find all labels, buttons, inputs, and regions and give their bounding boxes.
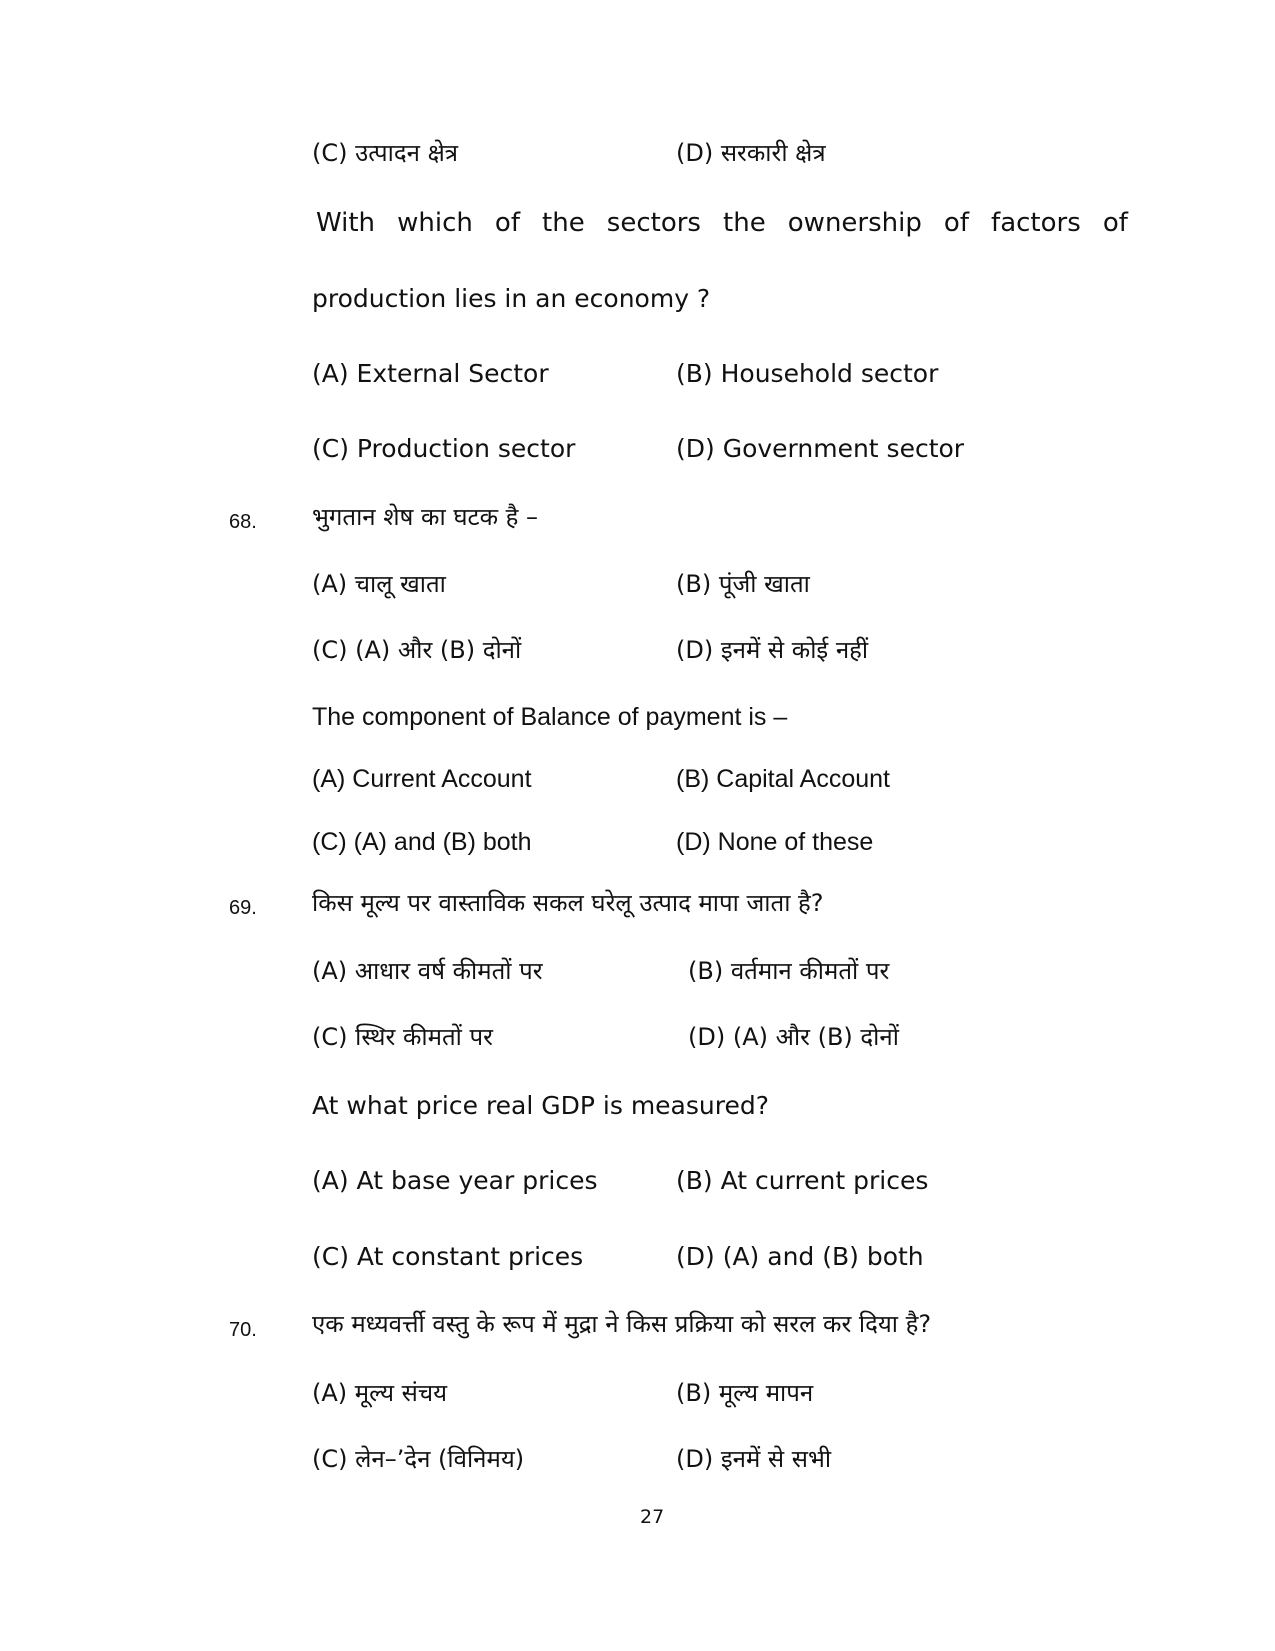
q67-hindi-option-d: (D) सरकारी क्षेत्र	[676, 139, 826, 167]
word: of	[1102, 208, 1128, 238]
q70-hindi-option-c: (C) लेन–’देन (विनिमय)	[312, 1445, 525, 1473]
page-number: 27	[640, 1506, 665, 1528]
q70-hindi-option-a: (A) मूल्य संचय	[312, 1379, 448, 1407]
q69-hindi-question: किस मूल्य पर वास्ताविक सकल घरेलू उत्पाद मापा जाता है?	[312, 889, 824, 917]
q70-hindi-option-d: (D) इनमें से सभी	[676, 1445, 832, 1473]
q70-number: 70.	[229, 1319, 257, 1341]
q67-english-option-d: (D) Government sector	[676, 434, 965, 463]
word: ownership	[787, 208, 922, 238]
q69-english-option-b: (B) At current prices	[676, 1166, 929, 1195]
word: which	[397, 208, 473, 238]
q68-hindi-option-b: (B) पूंजी खाता	[676, 570, 810, 598]
q68-number: 68.	[229, 511, 257, 533]
word: the	[542, 208, 585, 238]
word: the	[723, 208, 766, 238]
q69-english-option-c: (C) At constant prices	[312, 1242, 584, 1271]
q68-english-question: The component of Balance of payment is –	[312, 703, 788, 731]
q68-english-option-c: (C) (A) and (B) both	[312, 828, 532, 856]
q69-english-option-d: (D) (A) and (B) both	[676, 1242, 924, 1271]
q67-english-question-line1	[316, 210, 1128, 236]
word: factors	[991, 208, 1081, 238]
q68-hindi-option-a: (A) चालू खाता	[312, 570, 446, 598]
q68-hindi-option-c: (C) (A) और (B) दोनों	[312, 636, 522, 664]
q70-hindi-question: एक मध्यवर्त्ती वस्तु के रूप में मुद्रा ने किस प्रक्रिया को सरल कर दिया है?	[312, 1310, 932, 1338]
word: of	[494, 208, 520, 238]
q68-hindi-question: भुगतान शेष का घटक है –	[312, 503, 539, 531]
q68-hindi-option-d: (D) इनमें से कोई नहीं	[676, 636, 869, 664]
q69-number: 69.	[229, 897, 257, 919]
q67-english-option-b: (B) Household sector	[676, 359, 939, 388]
q67-english-question-line2: production lies in an economy ?	[312, 284, 711, 313]
word: of	[943, 208, 969, 238]
q69-hindi-option-c: (C) स्थिर कीमतों पर	[312, 1023, 493, 1051]
q68-english-option-b: (B) Capital Account	[676, 765, 890, 793]
q67-hindi-option-c: (C) उत्पादन क्षेत्र	[312, 139, 459, 167]
q69-english-option-a: (A) At base year prices	[312, 1166, 598, 1195]
q68-english-option-d: (D) None of these	[676, 828, 874, 856]
q69-hindi-option-b: (B) वर्तमान कीमतों पर	[688, 957, 890, 985]
q67-english-option-a: (A) External Sector	[312, 359, 549, 388]
q67-english-option-c: (C) Production sector	[312, 434, 576, 463]
q69-english-question: At what price real GDP is measured?	[312, 1091, 769, 1120]
word: sectors	[606, 208, 701, 238]
q69-hindi-option-a: (A) आधार वर्ष कीमतों पर	[312, 957, 543, 985]
word: With	[316, 208, 376, 238]
q69-hindi-option-d: (D) (A) और (B) दोनों	[688, 1023, 899, 1051]
q70-hindi-option-b: (B) मूल्य मापन	[676, 1379, 814, 1407]
q68-english-option-a: (A) Current Account	[312, 765, 532, 793]
